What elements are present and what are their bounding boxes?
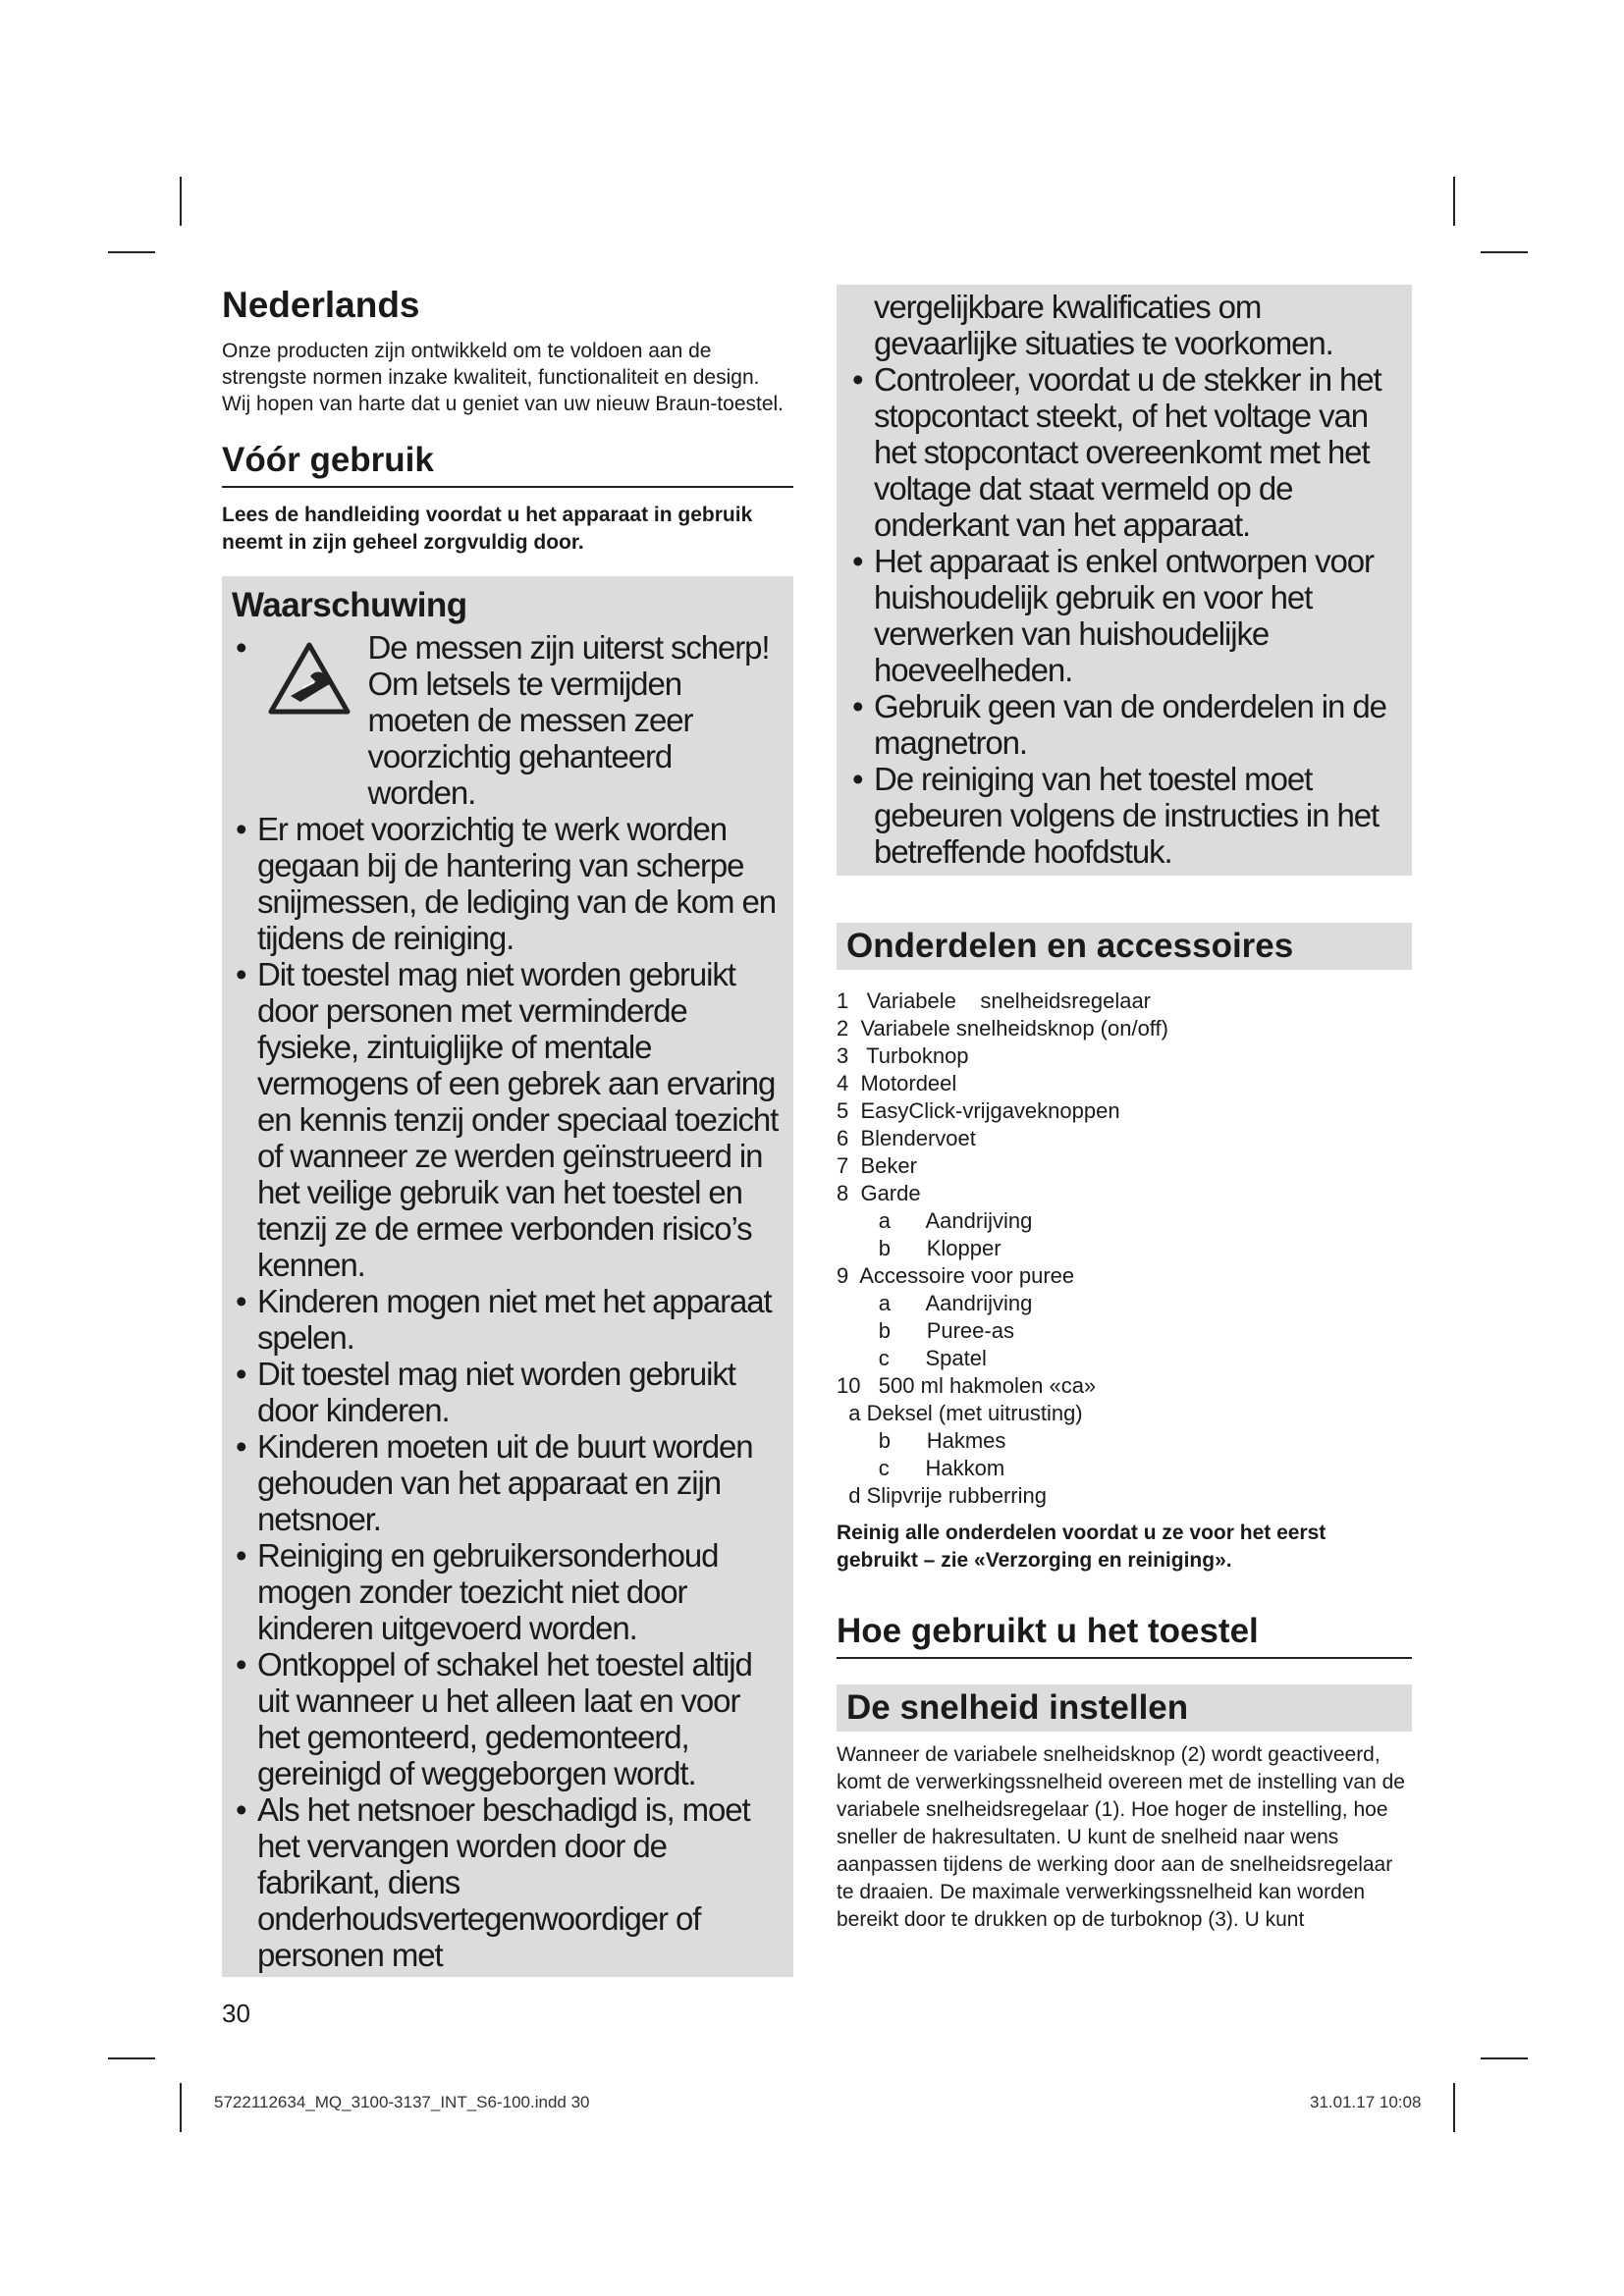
bullet-icon: •	[236, 1646, 246, 1682]
parts-list	[837, 988, 1412, 1510]
before-use-note: Lees de handleiding voordat u het apparaat in gebruik neemt in zijn geheel zorgvuldig door.	[222, 504, 753, 554]
parts-list-item: 5 EasyClick-vrijgaveknoppen	[837, 1098, 1120, 1123]
right-column	[837, 285, 1412, 1934]
crop-mark	[1481, 2057, 1528, 2059]
warning-item	[232, 1428, 785, 1537]
warning-item	[232, 1646, 785, 1791]
speed-paragraph: Wanneer de variabele snelheidsknop (2) wordt geactiveerd, komt de verwerkingssnelheid overeen met de instelling van de variabele snelheidsregelaar (1). Hoe hoger de instelling, hoe sneller de hakresultaten. U kunt de snelheid naar wens aanpassen tijdens de werking door aan de snelheidsregelaar te draaien. De maximale verwerkingssnelheid kan worden bereikt door te drukken op de turboknop (3). U kunt	[837, 1743, 1405, 1931]
parts-list-item: b Puree-as	[837, 1318, 1014, 1343]
warning-continued-text: vergelijkbare kwalificaties om gevaarlijke situaties te voorkomen.	[874, 289, 1333, 361]
warning-text: Als het netsnoer beschadigd is, moet het vervangen worden door de fabrikant, diens onderhoudsvertegenwoordiger of personen met	[257, 1791, 750, 1973]
warning-item	[232, 1356, 785, 1428]
blade-warning-icon	[267, 641, 352, 716]
speed-heading: De snelheid instellen	[837, 1684, 1412, 1732]
language-heading: Nederlands	[222, 285, 420, 325]
bullet-icon: •	[236, 1283, 246, 1319]
parts-list-item: 7 Beker	[837, 1153, 917, 1178]
parts-note: Reinig alle onderdelen voordat u ze voor het eerst gebruikt – zie «Verzorging en reiniging».	[837, 1522, 1326, 1572]
parts-list-item: b Hakmes	[837, 1428, 1006, 1453]
warning-text: De messen zijn uiterst scherp! Om letsels te vermijden moeten de messen zeer voorzichtig gehanteerd worden.	[367, 629, 770, 811]
warning-item	[848, 688, 1404, 761]
crop-mark	[1453, 177, 1455, 226]
crop-mark	[180, 2083, 182, 2132]
warning-item	[848, 543, 1404, 688]
warning-box-continued	[837, 285, 1412, 876]
bullet-icon: •	[852, 761, 863, 797]
warning-item	[232, 1283, 785, 1356]
warning-item	[848, 361, 1404, 543]
parts-list-item: 8 Garde	[837, 1181, 921, 1205]
bullet-icon: •	[852, 543, 863, 579]
crop-mark	[1481, 251, 1528, 253]
parts-list-item: 6 Blendervoet	[837, 1126, 976, 1150]
how-to-use-heading: Hoe gebruikt u het toestel	[837, 1612, 1412, 1659]
warning-text: Gebruik geen van de onderdelen in de magnetron.	[874, 688, 1386, 761]
parts-list-item: 1 Variabele snelheidsregelaar	[837, 988, 1152, 1013]
warning-heading: Waarschuwing	[232, 586, 467, 624]
warning-item	[232, 956, 785, 1283]
parts-list-item: a Deksel (met uitrusting)	[837, 1401, 1083, 1425]
intro-paragraph: Onze producten zijn ontwikkeld om te voldoen aan de strengste normen inzake kwaliteit, functionaliteit en design. Wij hopen van harte dat u geniet van uw nieuw Braun-toestel.	[222, 340, 785, 415]
parts-list-item: 10 500 ml hakmolen «ca»	[837, 1373, 1097, 1398]
parts-list-item: 3 Turboknop	[837, 1043, 969, 1068]
warning-item	[848, 761, 1404, 870]
warning-text: Reiniging en gebruikersonderhoud mogen zonder toezicht niet door kinderen uitgevoerd worden.	[257, 1537, 719, 1646]
bullet-icon: •	[236, 1537, 246, 1574]
bullet-icon: •	[852, 361, 863, 398]
warning-item	[232, 811, 785, 956]
parts-list-item: a Aandrijving	[837, 1291, 1033, 1315]
parts-heading: Onderdelen en accessoires	[837, 923, 1412, 970]
warning-text: Ontkoppel of schakel het toestel altijd uit wanneer u het alleen laat en voor het gemonteerd, gedemonteerd, gereinigd of weggeborgen wordt.	[257, 1646, 752, 1791]
bullet-icon: •	[236, 1356, 246, 1392]
footer-timestamp: 31.01.17 10:08	[1310, 2093, 1422, 2111]
footer-file-name: 5722112634_MQ_3100-3137_INT_S6-100.indd 30	[214, 2093, 590, 2111]
warning-text: De reiniging van het toestel moet gebeuren volgens de instructies in het betreffende hoofdstuk.	[874, 761, 1380, 870]
parts-list-item: a Aandrijving	[837, 1208, 1033, 1233]
warning-text: Kinderen mogen niet met het apparaat spelen.	[257, 1283, 772, 1356]
warning-text: Er moet voorzichtig te werk worden gegaan bij de hantering van scherpe snijmessen, de lediging van de kom en tijdens de reiniging.	[257, 811, 776, 956]
parts-list-item: c Hakkom	[837, 1456, 1005, 1480]
parts-list-item: 9 Accessoire voor puree	[837, 1263, 1075, 1288]
warning-item	[232, 629, 785, 811]
warning-text: Dit toestel mag niet worden gebruikt door kinderen.	[257, 1356, 735, 1428]
parts-list-item: b Klopper	[837, 1236, 1001, 1260]
left-column	[222, 285, 793, 1977]
warning-box	[222, 576, 793, 1977]
warning-text: Dit toestel mag niet worden gebruikt door personen met verminderde fysieke, zintuiglijke of mentale vermogens of een gebrek aan ervaring en kennis tenzij onder speciaal toezicht of wanneer ze werden geïnstrueerd in het veilige gebruik van het toestel en tenzij ze de ermee verbonden risico’s kennen.	[257, 956, 779, 1283]
parts-list-item: d Slipvrije rubberring	[837, 1483, 1047, 1508]
bullet-icon: •	[236, 956, 246, 992]
crop-mark	[108, 2057, 155, 2059]
warning-item	[232, 1537, 785, 1646]
warning-text: Kinderen moeten uit de buurt worden gehouden van het apparaat en zijn netsnoer.	[257, 1428, 753, 1537]
warning-text: Controleer, voordat u de stekker in het stopcontact steekt, of het voltage van het stopcontact overeenkomt met het voltage dat staat vermeld op de onderkant van het apparaat.	[874, 361, 1381, 543]
bullet-icon: •	[236, 1791, 246, 1828]
parts-list-item: c Spatel	[837, 1346, 987, 1370]
page-number: 30	[222, 1999, 250, 2028]
bullet-icon: •	[236, 629, 246, 666]
bullet-icon: •	[236, 1428, 246, 1465]
crop-mark	[108, 251, 155, 253]
before-use-heading: Vóór gebruik	[222, 441, 793, 488]
crop-mark	[180, 177, 182, 226]
warning-text: Het apparaat is enkel ontworpen voor huishoudelijk gebruik en voor het verwerken van huishoudelijke hoeveelheden.	[874, 543, 1374, 688]
parts-list-item: 2 Variabele snelheidsknop (on/off)	[837, 1016, 1168, 1041]
bullet-icon: •	[852, 688, 863, 724]
bullet-icon: •	[236, 811, 246, 847]
crop-mark	[1453, 2083, 1455, 2132]
warning-item	[232, 1791, 785, 1973]
parts-list-item: 4 Motordeel	[837, 1071, 957, 1095]
